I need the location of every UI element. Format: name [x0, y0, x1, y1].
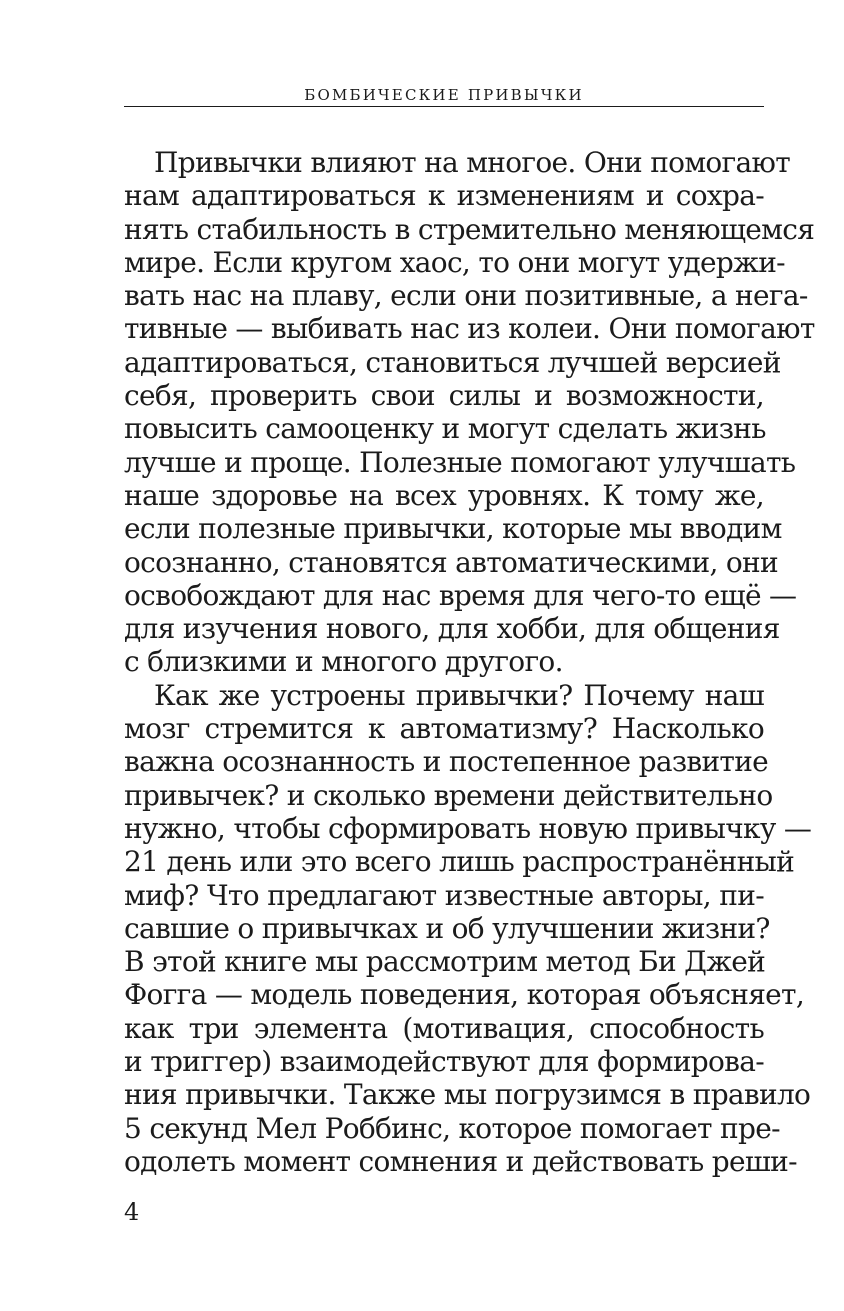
- text-line: лучше и проще. Полезные помогают улучшать: [124, 445, 796, 479]
- text-line: савшие о привычках и об улучшении жизни?: [124, 911, 770, 945]
- text-line: миф? Что предлагают известные авторы, пи-: [124, 878, 764, 912]
- text-line: привычек? и сколько времени действительно: [124, 778, 773, 812]
- text-line: Привычки влияют на многое. Они помогают: [154, 146, 790, 179]
- page-number: 4: [124, 1198, 140, 1226]
- text-line: 21 день или это всего лишь распространённый: [124, 845, 795, 879]
- text-line: мире. Если кругом хаос, то они могут удержи-: [124, 245, 785, 279]
- text-line: мозг стремится к автоматизму? Насколько: [124, 712, 764, 746]
- text-line: наше здоровье на всех уровнях. К тому же,: [124, 478, 764, 512]
- text-line: как три элемента (мотивация, способность: [124, 1011, 764, 1045]
- text-line: нять стабильность в стремительно меняющемся: [124, 212, 815, 246]
- text-line: тивные — выбивать нас из колеи. Они помогают: [124, 312, 815, 346]
- text-line: с близкими и многого другого.: [124, 645, 563, 679]
- text-line: одолеть момент сомнения и действовать реши-: [124, 1144, 797, 1178]
- text-line: адаптироваться, становиться лучшей версией: [124, 345, 781, 379]
- text-line: вать нас на плаву, если они позитивные, а нега-: [124, 279, 808, 313]
- text-line: Как же устроены привычки? Почему наш: [154, 678, 764, 712]
- text-line: важна осознанность и постепенное развитие: [124, 745, 769, 779]
- text-line: если полезные привычки, которые мы вводим: [124, 512, 782, 546]
- text-line: повысить самооценку и могут сделать жизнь: [124, 412, 766, 446]
- text-line: осознанно, становятся автоматическими, они: [124, 545, 778, 579]
- body-text: [124, 146, 815, 1178]
- text-line: себя, проверить свои силы и возможности,: [124, 379, 764, 413]
- text-line: нам адаптироваться к изменениям и сохра-: [124, 179, 764, 213]
- text-line: В этой книге мы рассмотрим метод Би Джей: [124, 945, 766, 979]
- text-line: освобождают для нас время для чего-то ещё —: [124, 578, 797, 612]
- text-line: и триггер) взаимодействуют для формирова-: [124, 1045, 764, 1079]
- text-line: для изучения нового, для хобби, для общения: [124, 612, 780, 646]
- header-rule: [124, 106, 764, 107]
- text-line: Фогга — модель поведения, которая объясняет,: [124, 978, 805, 1012]
- text-line: 5 секунд Мел Роббинс, которое помогает пре-: [124, 1111, 780, 1145]
- text-line: нужно, чтобы сформировать новую привычку —: [124, 811, 812, 845]
- running-header: БОМБИЧЕСКИЕ ПРИВЫЧКИ: [304, 86, 584, 104]
- text-line: ния привычки. Также мы погрузимся в правило: [124, 1078, 811, 1112]
